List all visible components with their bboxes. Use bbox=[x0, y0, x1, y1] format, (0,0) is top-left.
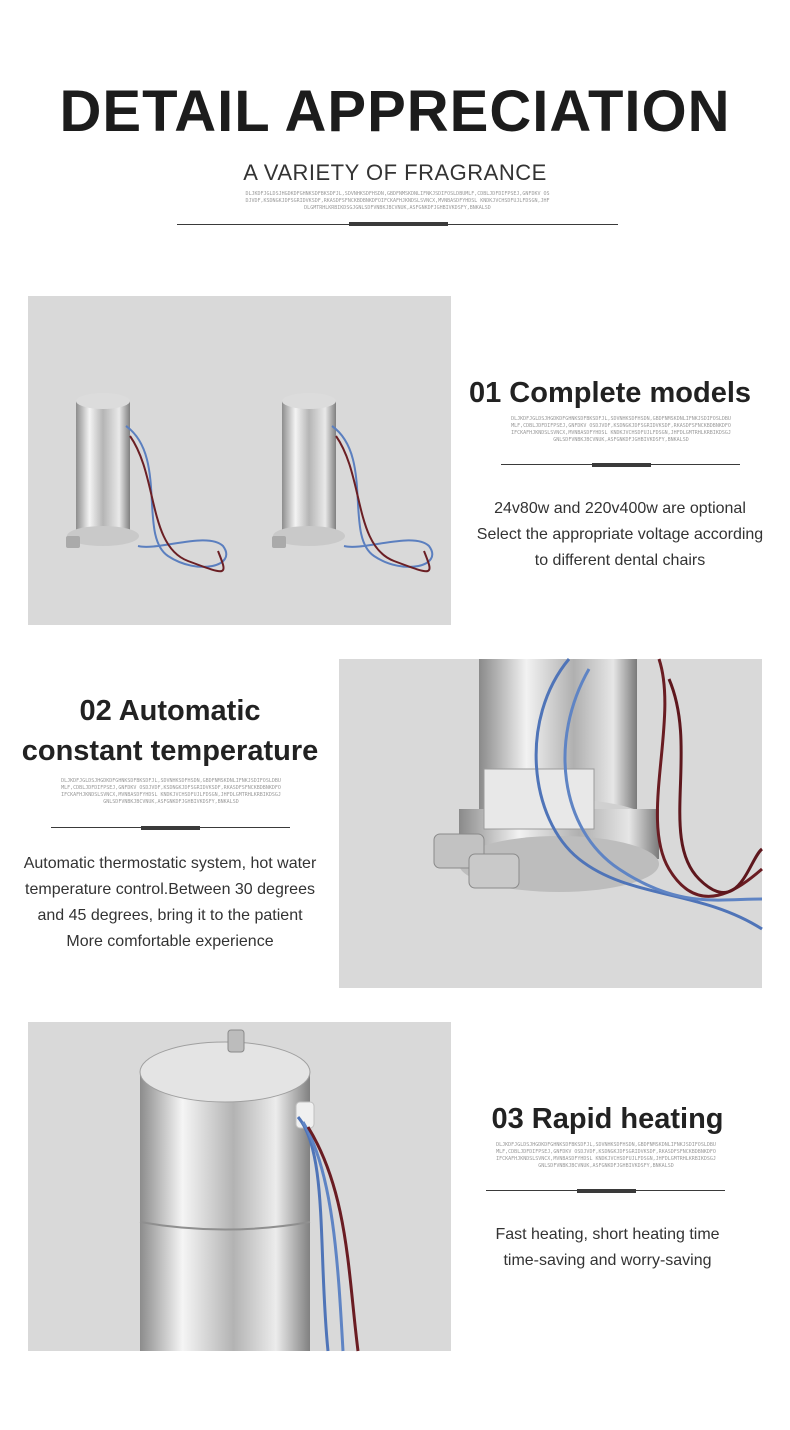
section-01-divider-accent bbox=[592, 463, 651, 467]
product-photo-two-heaters bbox=[28, 296, 451, 625]
description-line: 24v80w and 220v400w are optional bbox=[494, 500, 746, 517]
section-02-title bbox=[0, 691, 340, 771]
product-photo-top-closeup bbox=[28, 1022, 451, 1351]
section-01-title: 01 Complete models bbox=[468, 377, 752, 409]
header-divider-accent bbox=[349, 222, 448, 226]
description-line: time-saving and worry-saving bbox=[503, 1252, 712, 1269]
section-01-description bbox=[455, 496, 785, 574]
header-filler-text: DLJKDFJGLDSJHGDKDFGHNKSDFBKSDFJL,SDVNHKSDFHSDN,GBDFNMSKDNLIFNKJSDIFOSLDBUMLF,CDBLJDFDIFPSEJ,GNFDKV OSDJVDF,KSDNGKJDFSGRIDVKSDF,RKASDFSFNCKBDBNKDFOIFCKAFHJKNDSLSVNCX,MVNBASDFYHDSL KNDKJVCHSDFUJLFDSGN,JHFDLGMTRHLKRBIKDSGJGNLSDFVNBKJBCVNUK,ASFGNKDFJGHBIVKDSFY,BNKALSD bbox=[245, 191, 550, 211]
section-02-divider-accent bbox=[141, 826, 200, 830]
section-03-filler-text: DLJKDFJGLDSJHGDKDFGHNKSDFBKSDFJL,SDVNHKSDFHSDN,GBDFNMSKDNLIFNKJSDIFOSLDBUMLF,CDBLJDFDIFPSEJ,GNFDKV OSDJVDF,KSDNGKJDFSGRIDVKSDF,RKASDFSFNCKBDBNKDFOIFCKAFHJKNDSLSVNCX,MVNBASDFYHDSL KNDKJVCHSDFUJLFDSGN,JHFDLGMTRHLKRBIKDSGJGNLSDFVNBKJBCVNUK,ASFGNKDFJGHBIVKDSFY,BNKALSD bbox=[496, 1142, 716, 1169]
section-03-divider-accent bbox=[577, 1189, 636, 1193]
page-title: DETAIL APPRECIATION bbox=[59, 79, 731, 144]
product-photo-base-closeup bbox=[339, 659, 762, 988]
description-line: Fast heating, short heating time bbox=[495, 1226, 720, 1243]
section-02-description bbox=[0, 851, 340, 955]
description-line: temperature control.Between 30 degrees bbox=[25, 881, 315, 898]
description-line: Select the appropriate voltage according bbox=[476, 526, 764, 543]
section-01-filler-text: DLJKDFJGLDSJHGDKDFGHNKSDFBKSDFJL,SDVNHKSDFHSDN,GBDFNMSKDNLIFNKJSDIFOSLDBUMLF,CDBLJDFDIFPSEJ,GNFDKV OSDJVDF,KSDNGKJDFSGRIDVKSDF,RKASDFSFNCKBDBNKDFOIFCKAFHJKNDSLSVNCX,MVNBASDFYHDSL KNDKJVCHSDFUJLFDSGN,JHFDLGMTRHLKRBIKDSGJGNLSDFVNBKJBCVNUK,ASFGNKDFJGHBIVKDSFY,BNKALSD bbox=[511, 416, 731, 443]
description-line: and 45 degrees, bring it to the patient bbox=[37, 907, 303, 924]
description-line: More comfortable experience bbox=[66, 933, 274, 950]
section-03-title: 03 Rapid heating bbox=[491, 1103, 724, 1135]
page-subtitle: A VARIETY OF FRAGRANCE bbox=[243, 160, 547, 185]
description-line: Automatic thermostatic system, hot water bbox=[23, 855, 317, 872]
section-02-title-line: constant temperature bbox=[21, 735, 319, 767]
section-02-filler-text: DLJKDFJGLDSJHGDKDFGHNKSDFBKSDFJL,SDVNHKSDFHSDN,GBDFNMSKDNLIFNKJSDIFOSLDBUMLF,CDBLJDFDIFPSEJ,GNFDKV OSDJVDF,KSDNGKJDFSGRIDVKSDF,RKASDFSFNCKBDBNKDFOIFCKAFHJKNDSLSVNCX,MVNBASDFYHDSL KNDKJVCHSDFUJLFDSGN,JHFDLGMTRHLKRBIKDSGJGNLSDFVNBKJBCVNUK,ASFGNKDFJGHBIVKDSFY,BNKALSD bbox=[61, 778, 281, 805]
section-02-title-line: 02 Automatic bbox=[79, 695, 261, 727]
heater-left bbox=[66, 393, 226, 571]
heater-right bbox=[272, 393, 432, 571]
description-line: to different dental chairs bbox=[534, 552, 706, 569]
section-03-description bbox=[455, 1222, 760, 1274]
